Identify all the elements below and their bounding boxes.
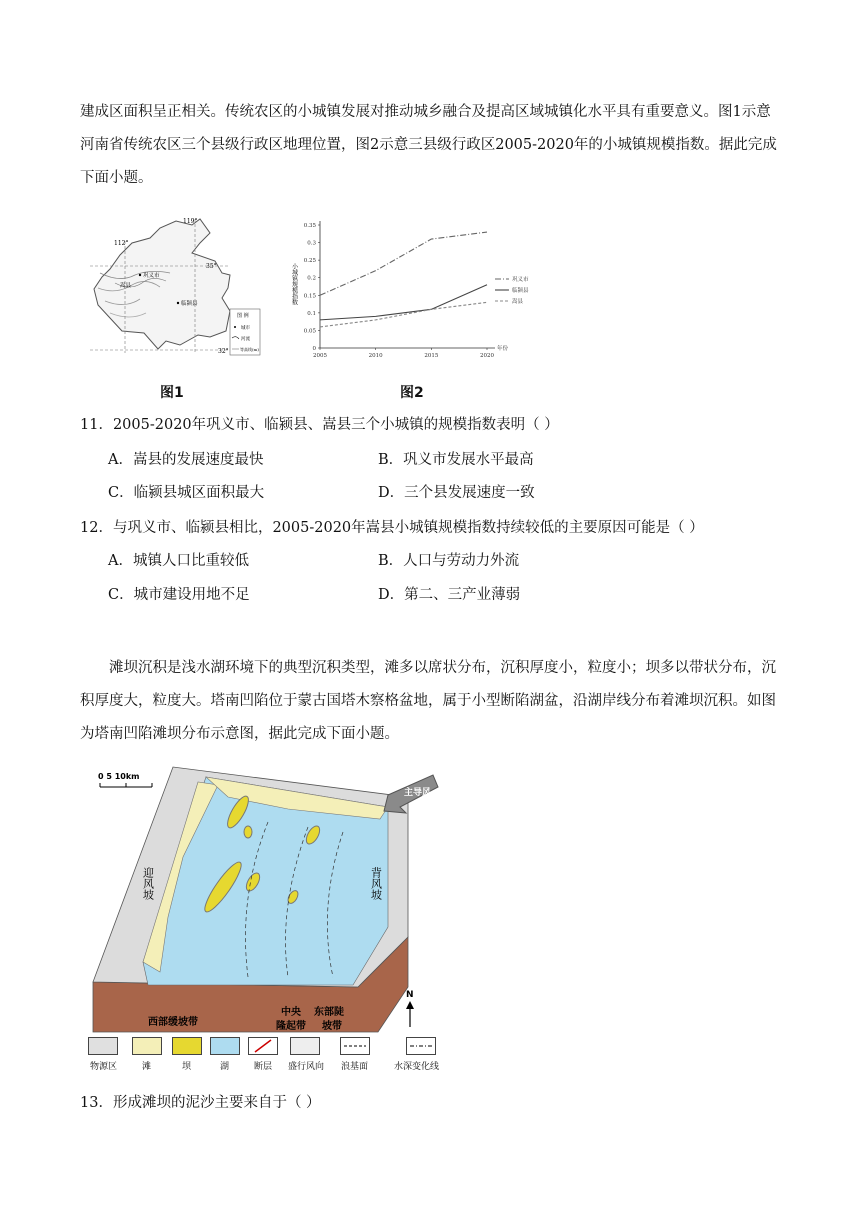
intro-paragraph: 建成区面积呈正相关。传统农区的小城镇发展对推动城乡融合及提高区域城镇化水平具有重要意义。图1示意河南省传统农区三个县级行政区地理位置，图2示意三县级行政区2005-2020年的小城镇规模指数。据此完成下面小题。 bbox=[80, 104, 777, 186]
legend-source-area-label: 物源区 bbox=[90, 1062, 118, 1072]
figure1-map bbox=[80, 213, 262, 363]
x-tick-label: 2005 bbox=[313, 353, 327, 359]
legend-wave-base-swatch bbox=[340, 1037, 370, 1055]
q12-option-c[interactable]: C．城市建设用地不足 bbox=[108, 587, 250, 603]
lat-35-label: 35° bbox=[206, 263, 217, 270]
y-axis-label: 小城镇规模指数 bbox=[290, 263, 298, 305]
q11-option-b[interactable]: B．巩义市发展水平最高 bbox=[378, 452, 534, 468]
q11-option-a[interactable]: A．嵩县的发展速度最快 bbox=[108, 452, 264, 468]
legend-wind-swatch bbox=[290, 1037, 320, 1055]
x-tick-label: 2015 bbox=[424, 353, 439, 359]
leeward-slope-label: 背风坡 bbox=[369, 867, 383, 900]
figure2-line-chart bbox=[282, 213, 542, 363]
q12-option-b[interactable]: B．人口与劳动力外流 bbox=[378, 553, 520, 569]
legend-bar-swatch bbox=[172, 1037, 202, 1055]
block-diagram-legend bbox=[88, 1037, 450, 1077]
y-tick-label: 0.35 bbox=[303, 223, 316, 229]
svg-text:河流: 河流 bbox=[241, 337, 250, 342]
legend-fault-swatch bbox=[248, 1037, 278, 1055]
legend-source-area-swatch bbox=[88, 1037, 118, 1055]
y-tick-label: 0.2 bbox=[307, 275, 316, 282]
q11-option-c[interactable]: C．临颍县城区面积最大 bbox=[108, 485, 265, 501]
question-12-stem: 12．与巩义市、临颍县相比，2005-2020年嵩县小城镇规模指数持续较低的主要原因可能是（ ） bbox=[80, 520, 704, 536]
city-dot bbox=[177, 302, 179, 304]
lon-119-label: 119° bbox=[183, 218, 198, 225]
lon-112-label: 112° bbox=[114, 240, 129, 247]
legend-wave-base-label: 浪基面 bbox=[341, 1062, 369, 1072]
legend-beach-swatch bbox=[132, 1037, 162, 1055]
west-slope-zone-label: 西部缓坡带 bbox=[148, 1017, 198, 1028]
series-line-1 bbox=[320, 285, 487, 320]
x-axis-label: 年份 bbox=[497, 346, 509, 352]
city-songxian-label: 嵩县 bbox=[120, 283, 132, 289]
north-label: N bbox=[406, 990, 414, 1000]
y-tick-label: 0.15 bbox=[303, 293, 316, 300]
legend-label-1: 临颍县 bbox=[512, 288, 529, 294]
svg-text:等高线(m): 等高线(m) bbox=[240, 347, 259, 352]
legend-lake-label: 湖 bbox=[220, 1062, 230, 1072]
x-tick-label: 2020 bbox=[480, 353, 494, 359]
legend-bar-label: 坝 bbox=[182, 1062, 192, 1072]
y-tick-label: 0.25 bbox=[303, 258, 316, 265]
legend-depth-line-swatch bbox=[406, 1037, 436, 1055]
x-tick-label: 2010 bbox=[368, 353, 383, 359]
q12-option-a[interactable]: A．城镇人口比重较低 bbox=[108, 553, 249, 569]
series-line-2 bbox=[320, 302, 487, 327]
city-gongyi-label: 巩义市 bbox=[143, 273, 160, 279]
legend-depth-line-label: 水深变化线 bbox=[394, 1062, 440, 1072]
y-tick-label: 0.3 bbox=[307, 240, 316, 247]
figure2-caption: 图2 bbox=[400, 385, 424, 401]
central-uplift-label-1: 中央 bbox=[281, 1007, 301, 1018]
wind-label: 主导风 bbox=[404, 788, 432, 798]
lat-32-label: 32° bbox=[218, 348, 229, 355]
svg-text:图 例: 图 例 bbox=[237, 313, 249, 319]
y-tick-label: 0 bbox=[312, 346, 316, 352]
passage-paragraph: 滩坝沉积是浅水湖环境下的典型沉积类型，滩多以席状分布，沉积厚度小，粒度小；坝多以带状分布，沉积厚度大，粒度大。塔南凹陷位于蒙古国塔木察格盆地，属于小型断陷湖盆，沿湖岸线分布着滩坝沉积。如图为塔南凹陷滩坝分布示意图，据此完成下面小题。 bbox=[80, 660, 776, 742]
tanan-depression-block-diagram bbox=[88, 757, 448, 1037]
q12-option-d[interactable]: D．第二、三产业薄弱 bbox=[378, 587, 521, 603]
central-uplift-label-2: 隆起带 bbox=[276, 1021, 306, 1032]
svg-text:城市: 城市 bbox=[241, 326, 250, 331]
bar-deposit bbox=[244, 826, 252, 838]
question-11-stem: 11．2005-2020年巩义市、临颍县、嵩县三个小城镇的规模指数表明（ ） bbox=[80, 417, 559, 433]
question-13-stem: 13．形成滩坝的泥沙主要来自于（ ） bbox=[80, 1095, 321, 1111]
y-tick-label: 0.1 bbox=[307, 310, 316, 317]
series-line-0 bbox=[320, 232, 487, 295]
q11-option-d[interactable]: D．三个县发展速度一致 bbox=[378, 485, 535, 501]
east-slope-label-2: 坡带 bbox=[322, 1021, 342, 1032]
windward-slope-label: 迎风坡 bbox=[141, 867, 155, 900]
legend-label-2: 嵩县 bbox=[512, 299, 524, 305]
legend-beach-label: 滩 bbox=[142, 1062, 152, 1072]
east-slope-label-1: 东部陡 bbox=[314, 1007, 344, 1018]
scale-bar-label: 0 5 10km bbox=[98, 772, 140, 781]
legend-lake-swatch bbox=[210, 1037, 240, 1055]
city-dot bbox=[139, 274, 141, 276]
legend-fault-label: 断层 bbox=[254, 1062, 273, 1072]
y-tick-label: 0.05 bbox=[303, 328, 316, 335]
city-linying-label: 临颍县 bbox=[181, 301, 198, 307]
figure1-caption: 图1 bbox=[160, 385, 184, 401]
legend-label-0: 巩义市 bbox=[512, 277, 529, 283]
legend-wind-label: 盛行风向 bbox=[288, 1062, 325, 1072]
